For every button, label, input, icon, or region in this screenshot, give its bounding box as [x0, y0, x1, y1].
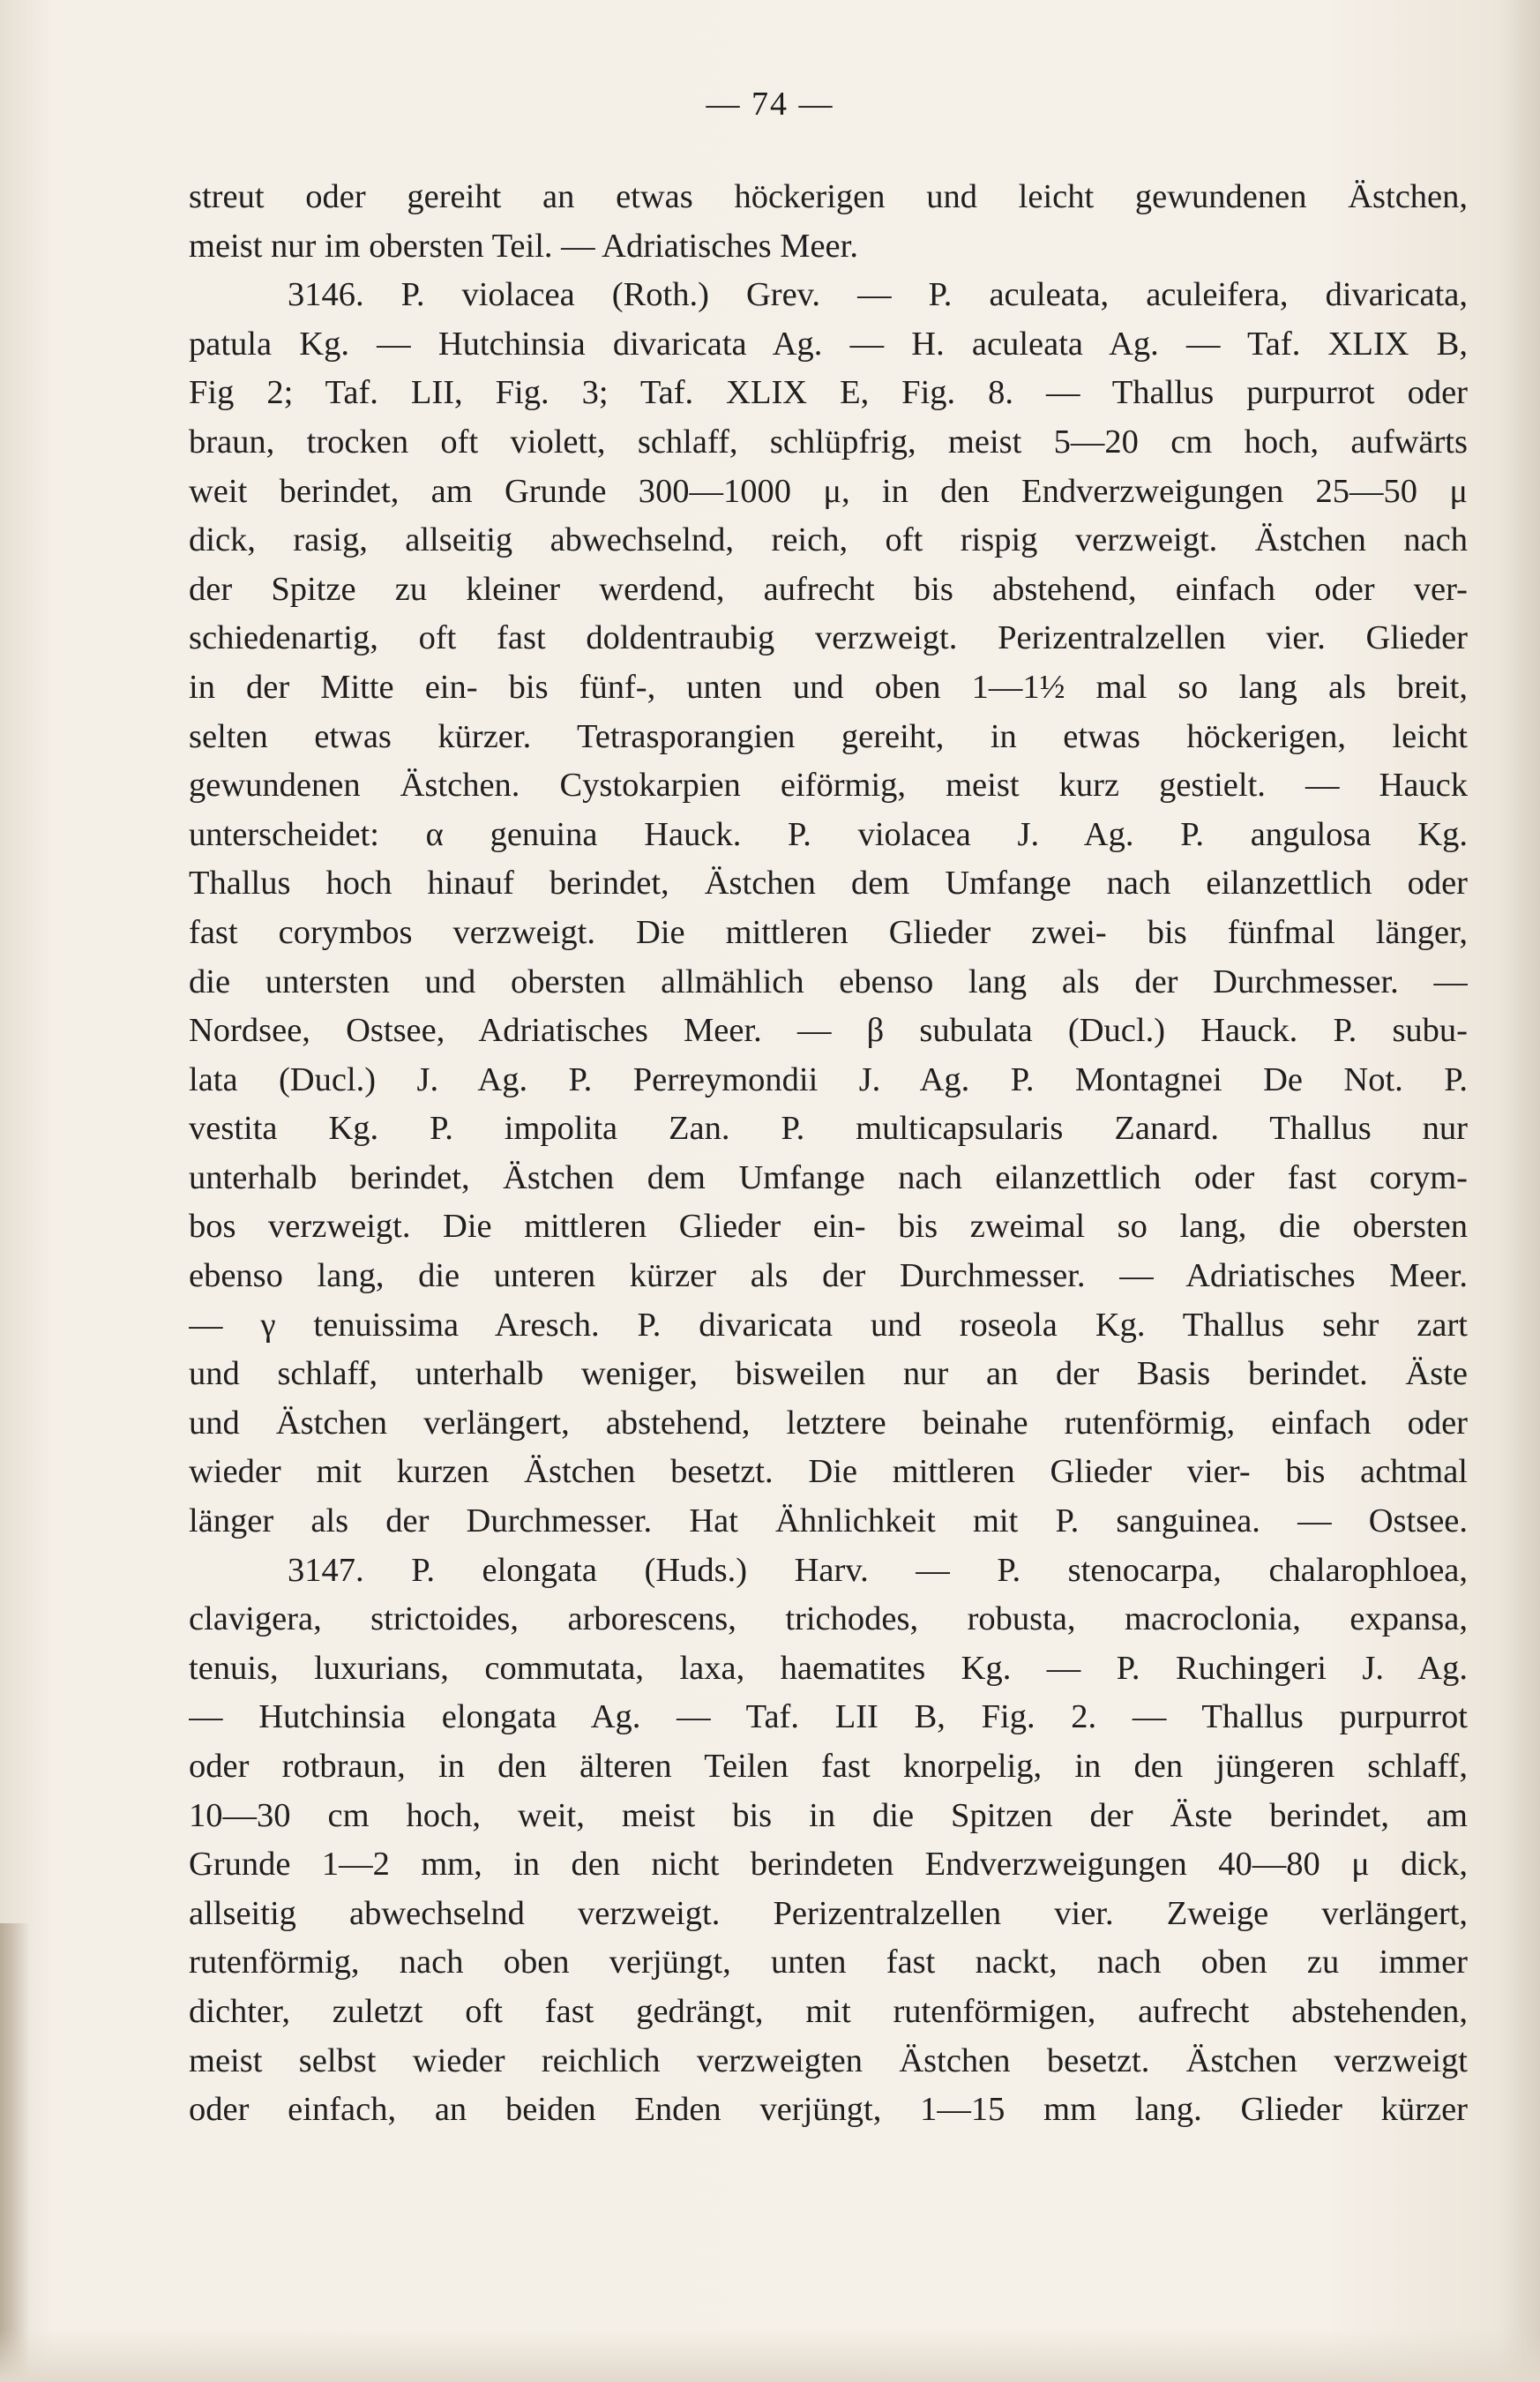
- page-number: — 74 —: [706, 86, 834, 123]
- text-line: länger als der Durchmesser. Hat Ähnlichkeit mit P. sanguinea. — Ostsee.: [189, 1502, 1468, 1540]
- text-line: Grunde 1—2 mm, in den nicht berindeten Endverzweigungen 40—80 μ dick,: [189, 1846, 1468, 1884]
- text-line: bos verzweigt. Die mittleren Glieder ein- bis zweimal so lang, die obersten: [189, 1208, 1468, 1246]
- text-line: unterscheidet: α genuina Hauck. P. violacea J. Ag. P. angulosa Kg.: [189, 815, 1468, 853]
- text-line: oder rotbraun, in den älteren Teilen fast knorpelig, in den jüngeren schlaff,: [189, 1748, 1468, 1785]
- body-text: [189, 173, 1468, 2135]
- text-line: — Hutchinsia elongata Ag. — Taf. LII B, Fig. 2. — Thallus purpurrot: [189, 1698, 1468, 1736]
- text-line: meist selbst wieder reichlich verzweigten Ästchen besetzt. Ästchen verzweigt: [189, 2041, 1468, 2079]
- text-line: der Spitze zu kleiner werdend, aufrecht bis abstehend, einfach oder ver-: [189, 570, 1468, 608]
- text-line: unterhalb berindet, Ästchen dem Umfange nach eilanzettlich oder fast corym-: [189, 1158, 1468, 1196]
- species-entry-3146: 3146. P. violacea (Roth.) Grev. — P. aculeata, aculeifera, divaricata,: [288, 276, 1468, 314]
- text-line: Thallus hoch hinauf berindet, Ästchen dem Umfange nach eilanzettlich oder: [189, 865, 1468, 903]
- text-line: oder einfach, an beiden Enden verjüngt, 1—15 mm lang. Glieder kürzer: [189, 2091, 1468, 2129]
- text-line: weit berindet, am Grunde 300—1000 μ, in den Endverzweigungen 25—50 μ: [189, 472, 1468, 510]
- text-line: Nordsee, Ostsee, Adriatisches Meer. — β subulata (Ducl.) Hauck. P. subu-: [189, 1012, 1468, 1050]
- text-line: allseitig abwechselnd verzweigt. Perizentralzellen vier. Zweige verlängert,: [189, 1894, 1468, 1932]
- species-entry-3147: 3147. P. elongata (Huds.) Harv. — P. stenocarpa, chalarophloea,: [288, 1551, 1468, 1589]
- page-edge-shadow: [0, 1923, 30, 2382]
- text-line: selten etwas kürzer. Tetrasporangien gereiht, in etwas höckerigen, leicht: [189, 717, 1468, 755]
- text-line: die untersten und obersten allmählich ebenso lang als der Durchmesser. —: [189, 963, 1468, 1000]
- text-line: clavigera, strictoides, arborescens, trichodes, robusta, macroclonia, expansa,: [189, 1600, 1468, 1638]
- text-line: 10—30 cm hoch, weit, meist bis in die Spitzen der Äste berindet, am: [189, 1796, 1468, 1834]
- text-line: — γ tenuissima Aresch. P. divaricata und roseola Kg. Thallus sehr zart: [189, 1306, 1468, 1344]
- text-line: in der Mitte ein- bis fünf-, unten und oben 1—1½ mal so lang als breit,: [189, 668, 1468, 706]
- text-line: braun, trocken oft violett, schlaff, schlüpfrig, meist 5—20 cm hoch, aufwärts: [189, 423, 1468, 461]
- text-line: dichter, zuletzt oft fast gedrängt, mit rutenförmigen, aufrecht abstehenden,: [189, 1992, 1468, 2030]
- text-line: Fig 2; Taf. LII, Fig. 3; Taf. XLIX E, Fig. 8. — Thallus purpurrot oder: [189, 374, 1468, 412]
- text-line: fast corymbos verzweigt. Die mittleren Glieder zwei- bis fünfmal länger,: [189, 913, 1468, 951]
- text-line: vestita Kg. P. impolita Zan. P. multicapsularis Zanard. Thallus nur: [189, 1110, 1468, 1148]
- text-line: rutenförmig, nach oben verjüngt, unten fast nackt, nach oben zu immer: [189, 1944, 1468, 1981]
- text-line: und schlaff, unterhalb weniger, bisweilen nur an der Basis berindet. Äste: [189, 1355, 1468, 1393]
- text-line: patula Kg. — Hutchinsia divaricata Ag. — H. aculeata Ag. — Taf. XLIX B,: [189, 325, 1468, 363]
- text-line: meist nur im obersten Teil. — Adriatisches Meer.: [189, 227, 858, 265]
- text-line: und Ästchen verlängert, abstehend, letztere beinahe rutenförmig, einfach oder: [189, 1404, 1468, 1442]
- text-line: schiedenartig, oft fast doldentraubig verzweigt. Perizentralzellen vier. Glieder: [189, 619, 1468, 657]
- text-line: streut oder gereiht an etwas höckerigen und leicht gewundenen Ästchen,: [189, 178, 1468, 215]
- text-line: ebenso lang, die unteren kürzer als der Durchmesser. — Adriatisches Meer.: [189, 1257, 1468, 1295]
- text-line: tenuis, luxurians, commutata, laxa, haematites Kg. — P. Ruchingeri J. Ag.: [189, 1649, 1468, 1687]
- text-line: gewundenen Ästchen. Cystokarpien eiförmig, meist kurz gestielt. — Hauck: [189, 767, 1468, 805]
- text-line: lata (Ducl.) J. Ag. P. Perreymondii J. Ag. P. Montagnei De Not. P.: [189, 1060, 1468, 1098]
- page-bottom-edge: [0, 2329, 1540, 2382]
- text-line: wieder mit kurzen Ästchen besetzt. Die mittleren Glieder vier- bis achtmal: [189, 1453, 1468, 1491]
- text-line: dick, rasig, allseitig abwechselnd, reich, oft rispig verzweigt. Ästchen nach: [189, 521, 1468, 559]
